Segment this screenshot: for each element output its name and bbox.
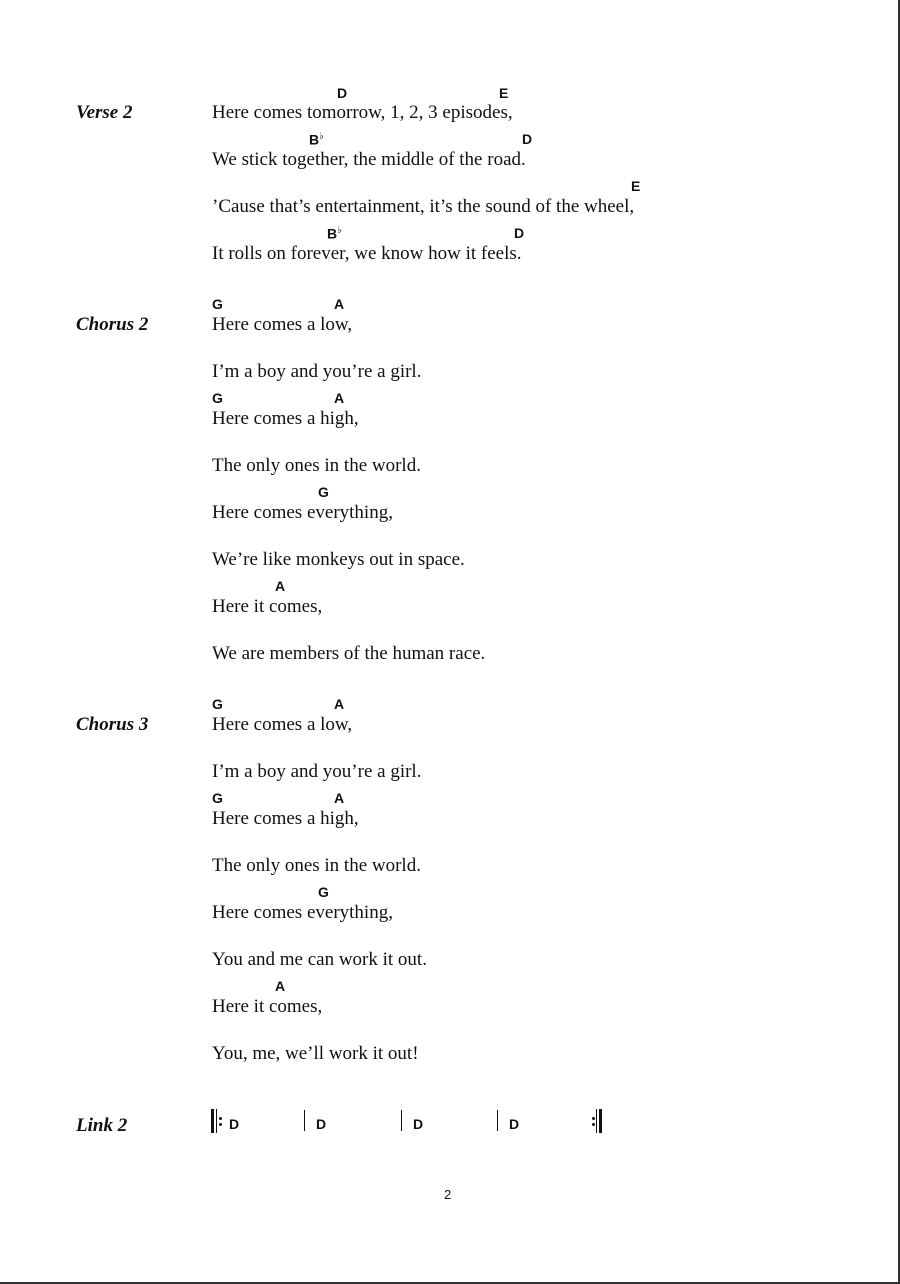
chord: G <box>318 484 329 500</box>
chord: A <box>334 390 345 406</box>
bar-chord: D <box>509 1116 520 1132</box>
chord: G <box>212 696 223 712</box>
lyric-line: You and me can work it out. <box>212 949 427 970</box>
flat-symbol: ♭ <box>319 131 324 142</box>
chord: D <box>514 225 525 241</box>
chord: A <box>334 296 345 312</box>
lyric-line: We’re like monkeys out in space. <box>212 549 465 570</box>
section-label-verse-2: Verse 2 <box>76 102 133 123</box>
lyric-line: Here comes a low, <box>212 314 353 335</box>
page-number: 2 <box>444 1187 452 1202</box>
lyric-line: I’m a boy and you’re a girl. <box>212 361 422 382</box>
chord <box>309 132 324 147</box>
chord-root: B <box>327 225 338 242</box>
bar-chord: D <box>316 1116 327 1132</box>
chord: A <box>275 978 286 994</box>
lyric-line: Here comes a low, <box>212 714 353 735</box>
chord: A <box>334 790 345 806</box>
repeat-end-barline <box>592 1109 604 1133</box>
bar-chord: D <box>229 1116 240 1132</box>
chord: D <box>337 85 348 101</box>
lyric-line: Here comes everything, <box>212 502 393 523</box>
lyric-line: The only ones in the world. <box>212 455 421 476</box>
chord: E <box>499 85 509 101</box>
section-label-chorus-2: Chorus 2 <box>76 314 149 335</box>
barline <box>497 1110 498 1131</box>
barline <box>304 1110 305 1131</box>
lyric-line: Here comes a high, <box>212 808 359 829</box>
lyric-line: We stick together, the middle of the road. <box>212 149 526 170</box>
section-label-chorus-3: Chorus 3 <box>76 714 149 735</box>
lyric-line: We are members of the human race. <box>212 643 486 664</box>
lyric-line: Here it comes, <box>212 596 323 617</box>
lyric-line: ’Cause that’s entertainment, it’s the sound of the wheel, <box>212 196 635 217</box>
chord: G <box>212 390 223 406</box>
flat-symbol: ♭ <box>337 225 342 236</box>
lyric-line: Here comes everything, <box>212 902 393 923</box>
lyric-line: Here it comes, <box>212 996 323 1017</box>
chord <box>327 226 342 241</box>
chord: D <box>522 131 533 147</box>
chord: E <box>631 178 641 194</box>
bar-chord: D <box>413 1116 424 1132</box>
repeat-start-barline <box>211 1109 223 1133</box>
barline <box>401 1110 402 1131</box>
chord: A <box>334 696 345 712</box>
lyric-line: I’m a boy and you’re a girl. <box>212 761 422 782</box>
chord: G <box>212 790 223 806</box>
chord-root: B <box>309 131 320 148</box>
section-label-link-2: Link 2 <box>76 1115 128 1136</box>
lyric-line: The only ones in the world. <box>212 855 421 876</box>
lyric-line: You, me, we’ll work it out! <box>212 1043 419 1064</box>
lyric-line: Here comes tomorrow, 1, 2, 3 episodes, <box>212 102 513 123</box>
chord: A <box>275 578 286 594</box>
lyric-line: Here comes a high, <box>212 408 359 429</box>
chord: G <box>318 884 329 900</box>
lyric-line: It rolls on forever, we know how it feels. <box>212 243 522 264</box>
chord: G <box>212 296 223 312</box>
